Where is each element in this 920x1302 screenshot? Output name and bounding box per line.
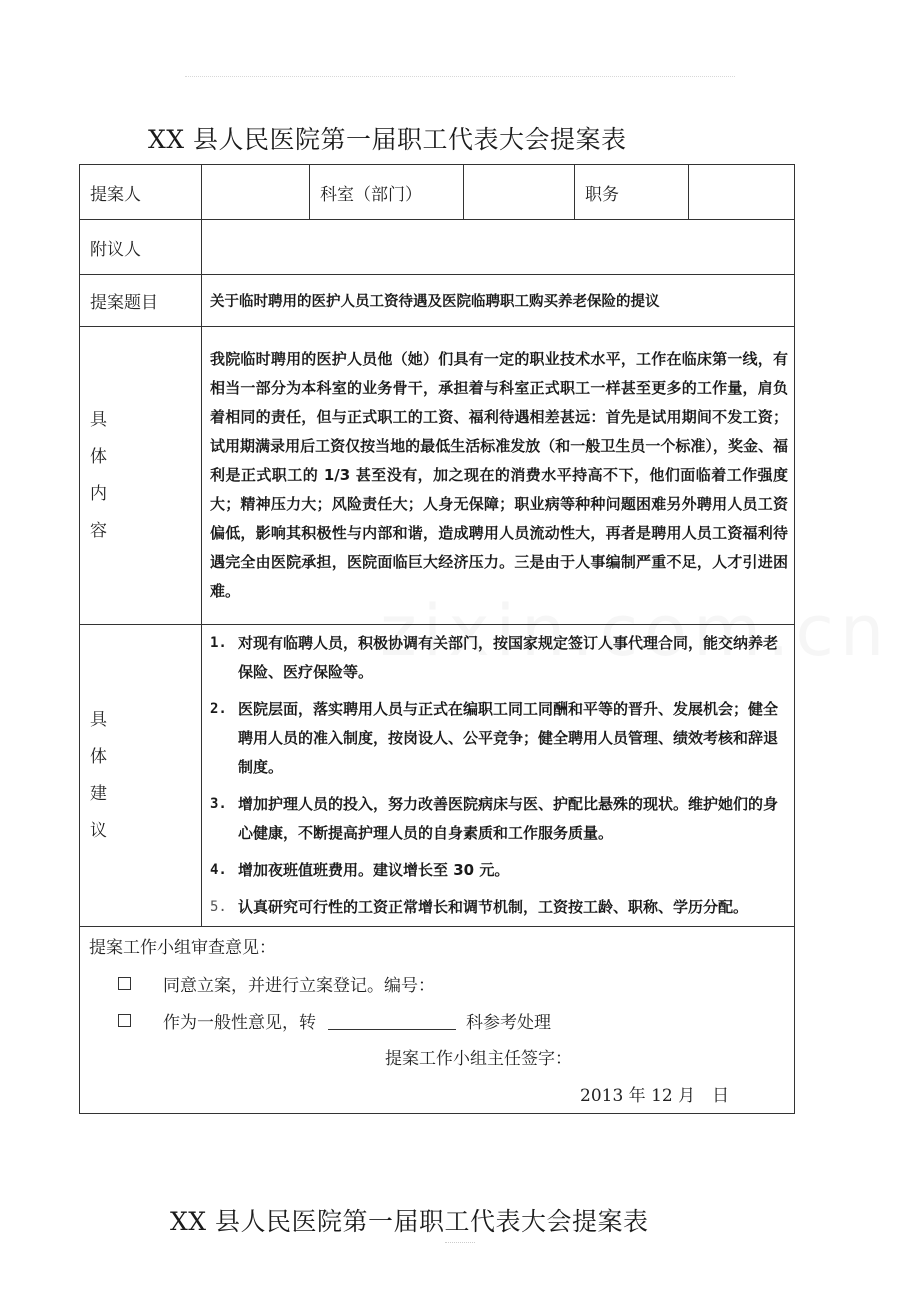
review-date: 2013 年 12 月 日 [580,1086,730,1106]
suggestion-text: 对现有临聘人员，积极协调有关部门，按国家规定签订人事代理合同，能交纳养老保险、医疗保险等。 [238,634,779,681]
row-proposer [80,165,795,220]
seconder-field[interactable] [202,220,795,275]
position-label: 职务 [575,165,689,220]
row-seconder [80,220,795,275]
content-label-char: 具 [90,409,107,430]
review-option-forward [118,1008,551,1033]
row-review [80,927,795,1114]
suggestion-item [210,790,788,848]
review-title: 提案工作小组审查意见： [89,938,276,958]
proposer-label: 提案人 [80,165,202,220]
suggestion-number: 2. [210,701,227,717]
suggestion-list [210,629,788,922]
dept-label: 科室（部门） [310,165,464,220]
review-cell [80,927,795,1114]
suggestion-label-char: 议 [90,820,107,841]
row-content [80,327,795,625]
header-rule [185,76,735,77]
position-field[interactable] [689,165,795,220]
suggestion-label [80,625,202,927]
content-cell [202,327,795,625]
content-label [80,327,202,625]
forward-option-prefix: 作为一般性意见，转 [163,1013,316,1033]
suggestion-label-char: 体 [90,746,107,767]
suggestion-item [210,856,788,885]
forward-checkbox[interactable] [118,1014,131,1027]
suggestion-item [210,629,788,687]
review-signature-label: 提案工作小组主任签字： [385,1049,572,1069]
content-label-char: 体 [90,446,107,467]
row-topic [80,275,795,327]
suggestion-number: 5. [210,899,227,915]
suggestion-text: 增加护理人员的投入，努力改善医院病床与医、护配比悬殊的现状。维护她们的身心健康，不断提高护理人员的自身素质和工作服务质量。 [238,795,779,842]
suggestion-number: 1. [210,635,227,651]
content-label-char: 内 [90,483,107,504]
suggestion-text: 医院层面，落实聘用人员与正式在编职工同工同酬和平等的晋升、发展机会；健全聘用人员的准入制度，按岗设人、公平竞争；健全聘用人员管理、绩效考核和辞退制度。 [238,700,779,776]
approve-checkbox[interactable] [118,977,131,990]
approve-option-label: 同意立案，并进行立案登记。编号： [163,976,435,996]
suggestion-item [210,893,788,922]
review-option-approve [118,971,435,996]
footer-rule [445,1242,475,1243]
proposal-form [79,164,795,1114]
topic-value: 关于临时聘用的医护人员工资待遇及医院临聘职工购买养老保险的提议 [202,275,795,327]
suggestion-item [210,695,788,782]
topic-label: 提案题目 [80,275,202,327]
dept-field[interactable] [464,165,575,220]
page-title: XX 县人民医院第一届职工代表大会提案表 [148,125,627,154]
suggestion-text: 认真研究可行性的工资正常增长和调节机制，工资按工龄、职称、学历分配。 [238,898,749,916]
content-label-char: 容 [90,520,107,541]
content-text: 我院临时聘用的医护人员他（她）们具有一定的职业技术水平，工作在临床第一线，有相当一部分为本科室的业务骨干，承担着与科室正式职工一样甚至更多的工作量，肩负着相同的责任，但与正式职工的工资、福利待遇相差甚远：首先是试用期间不发工资；试用期满录用后工资仅按当地的最低生活标准发放（和一般卫生员一个标准），奖金、福利是正式职工的 1/3 甚至没有，加之现在的消费水平持高不下，他们面临着工作强度大；精神压力大；风险责任大；人身无保障；职业病等种种问题困难另外聘用人员工资偏低，影响其积极性与内部和谐，造成聘用人员流动性大，再者是聘用人员工资福利待遇完全由医院承担，医院面临巨大经济压力。三是由于人事编制严重不足，人才引进困难。 [210,350,788,600]
suggestion-label-char: 建 [90,783,107,804]
forward-option-suffix: 科参考处理 [466,1013,551,1033]
proposer-field[interactable] [202,165,310,220]
repeated-page-title: XX 县人民医院第一届职工代表大会提案表 [170,1207,649,1236]
forward-dept-blank[interactable] [328,1011,456,1030]
suggestions-cell [202,625,795,927]
suggestion-label-char: 具 [90,709,107,730]
seconder-label: 附议人 [80,220,202,275]
suggestion-number: 4. [210,862,227,878]
suggestion-text: 增加夜班值班费用。建议增长至 30 元。 [238,861,510,879]
row-suggestions [80,625,795,927]
suggestion-number: 3. [210,796,227,812]
